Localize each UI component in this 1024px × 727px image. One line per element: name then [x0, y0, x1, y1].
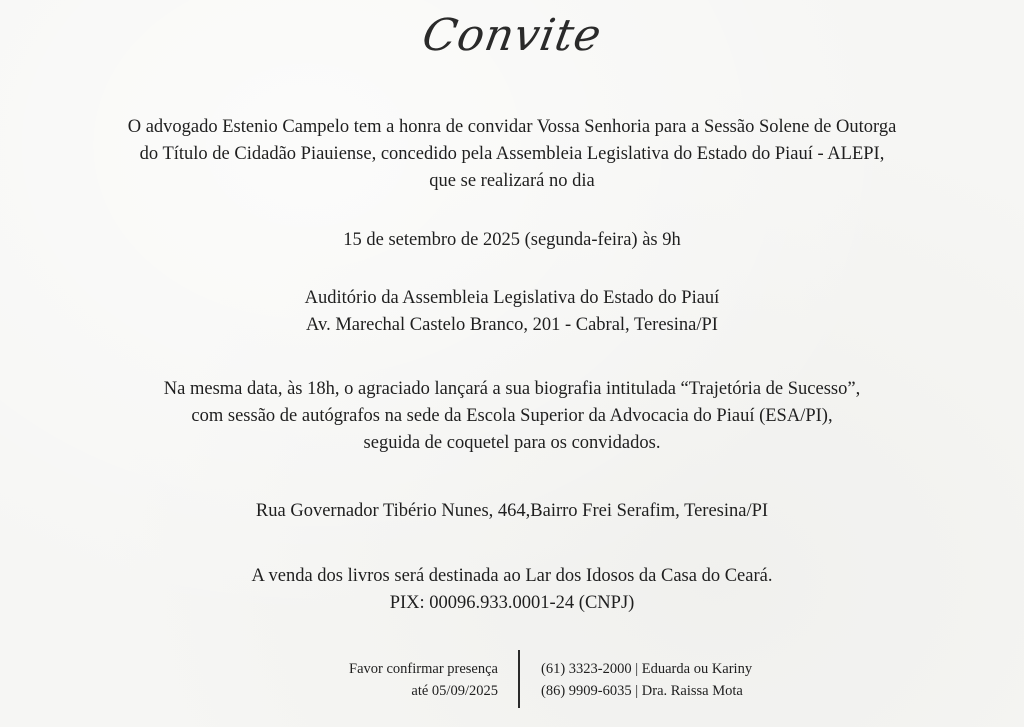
launch-line-2: com sessão de autógrafos na sede da Escola Superior da Advocacia do Piauí (ESA/PI), [191, 406, 833, 426]
rsvp-line-1: Favor confirmar presença [349, 661, 498, 677]
footer-divider [518, 650, 520, 708]
venue-address: Av. Marechal Castelo Branco, 201 - Cabral, Teresina/PI [306, 315, 718, 335]
venue-block [0, 285, 1024, 339]
pix-info: PIX: 00096.933.0001-24 (CNPJ) [389, 593, 635, 613]
intro-line-2: do Título de Cidadão Piauiense, concedido pela Assembleia Legislativa do Estado do Piauí - ALEPI, [139, 144, 885, 164]
launch-address [0, 498, 1024, 525]
contact-2: (86) 9909-6035 | Dra. Raissa Mota [541, 683, 743, 699]
launch-line-1: Na mesma data, às 18h, o agraciado lançará a sua biografia intitulada “Trajetória de Sucesso”, [163, 379, 861, 399]
rsvp-note [349, 658, 498, 702]
rsvp-contacts [541, 658, 752, 702]
sale-line-1: A venda dos livros será destinada ao Lar dos Idosos da Casa do Ceará. [251, 566, 773, 586]
book-sale-note [0, 563, 1024, 617]
book-launch-paragraph [0, 376, 1024, 457]
invitation-title [0, 10, 1024, 61]
intro-line-3: que se realizará no dia [429, 171, 595, 191]
rsvp-footer [0, 650, 1024, 712]
intro-paragraph [0, 114, 1024, 195]
launch-line-3: seguida de coquetel para os convidados. [363, 433, 661, 453]
intro-line-1: O advogado Estenio Campelo tem a honra de convidar Vossa Senhoria para a Sessão Solene de Outorga [127, 117, 897, 137]
event-date-text: 15 de setembro de 2025 (segunda-feira) às 9h [343, 230, 681, 250]
event-date [0, 227, 1024, 254]
contact-1: (61) 3323-2000 | Eduarda ou Kariny [541, 661, 753, 677]
venue-name: Auditório da Assembleia Legislativa do Estado do Piauí [304, 288, 720, 308]
rsvp-deadline: até 05/09/2025 [411, 683, 498, 699]
invitation-title-text: Convite [418, 10, 606, 61]
launch-address-text: Rua Governador Tibério Nunes, 464,Bairro Frei Serafim, Teresina/PI [255, 501, 769, 521]
